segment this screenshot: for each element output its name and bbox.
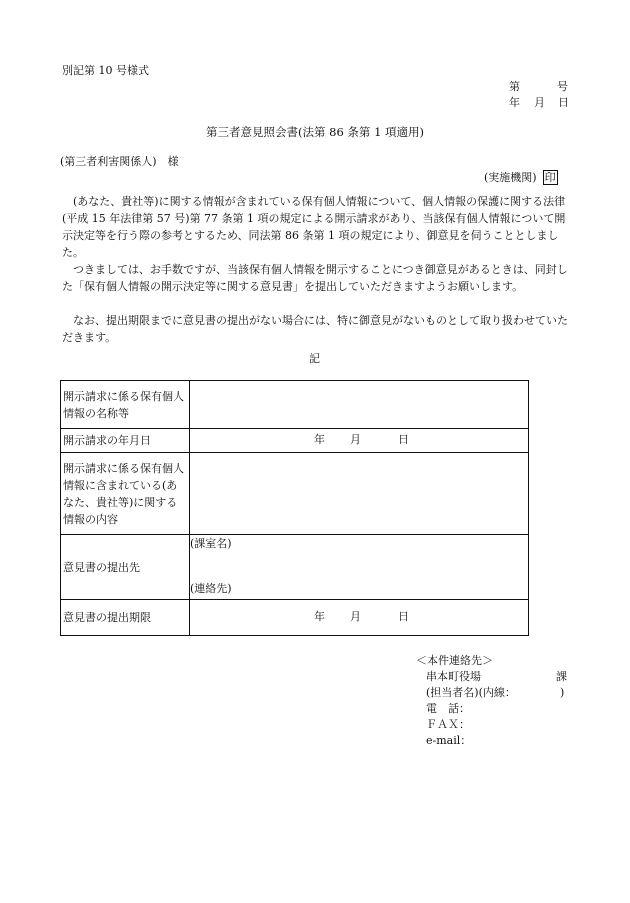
contact-person-close: ) <box>560 686 565 699</box>
table-row <box>61 429 529 453</box>
date-nen: 年 <box>314 610 325 623</box>
seal-mark: 印 <box>544 171 556 184</box>
table-value-destination <box>190 535 529 600</box>
contact-person-row <box>416 685 568 701</box>
date-tsuki: 月 <box>350 433 361 446</box>
table-row <box>61 535 529 600</box>
contact-fax-row <box>416 717 568 733</box>
date-nen: 年 <box>509 96 520 109</box>
table-label: 意見書の提出期限 <box>61 600 190 636</box>
addressee: (第三者利害関係人) 様 <box>60 155 179 168</box>
paragraph-2: つきましては、お手数ですが、当該保有個人情報を開示することにつき御意見があるときは、同封した「保有個人情報の開示決定等に関する意見書」を提出していただきますようお願いします。 <box>62 263 568 293</box>
date-hi: 日 <box>558 96 569 109</box>
contact-fax: ＦＡＸ： <box>426 718 470 731</box>
paragraph-3: なお、提出期限までに意見書の提出がない場合には、特に御意見がないものとして取り扱わせていただきます。 <box>62 314 568 344</box>
section-name-label: (課室名) <box>190 537 232 550</box>
contact-email: e-mail： <box>426 734 472 747</box>
date-tsuki: 月 <box>534 96 545 109</box>
document-title: 第三者意見照会書(法第 86 条第 1 項適用) <box>206 125 425 139</box>
paragraph-1: (あなた、貴社等)に関する情報が含まれている保有個人情報について、個人情報の保護に関する法律(平成 15 年法律第 57 号)第 77 条第 1 項の規定による開示請求があり、当該保有個人情報について開示決定等を行う際の参考とするため、同法第 86 条第 1 項の規定により、御意見を伺うこととしました。 <box>62 195 566 259</box>
contact-label: (連絡先) <box>190 582 232 595</box>
contact-ka: 課 <box>556 670 567 683</box>
sender-line <box>484 170 558 185</box>
ki-heading: 記 <box>309 352 320 365</box>
contact-person: (担当者名)(内線： <box>426 686 516 699</box>
sender-label: (実施機関) <box>484 171 537 184</box>
table-label: 開示請求に係る保有個人情報に含まれている(あなた、貴社等)に関する情報の内容 <box>61 453 190 535</box>
table-row <box>61 453 529 535</box>
table-label: 開示請求の年月日 <box>61 429 190 453</box>
contact-tel: 電 話： <box>426 702 470 715</box>
table-value <box>190 381 529 429</box>
date-tsuki: 月 <box>350 610 361 623</box>
table-row <box>61 600 529 636</box>
table-value-date <box>190 429 529 453</box>
contact-heading: ＜本件連絡先＞ <box>416 654 493 667</box>
date-hi: 日 <box>398 433 409 446</box>
date-nen: 年 <box>314 433 325 446</box>
doc-number-dai: 第 <box>509 80 520 93</box>
table-row <box>61 381 529 429</box>
table-value <box>190 453 529 535</box>
contact-office: 串本町役場 <box>426 670 481 683</box>
table-label: 意見書の提出先 <box>61 535 190 600</box>
table-value-date <box>190 600 529 636</box>
contact-office-row <box>416 669 568 685</box>
info-table <box>60 380 529 636</box>
doc-number-go: 号 <box>557 80 568 93</box>
form-number: 別記第 10 号様式 <box>62 64 149 77</box>
contact-block <box>416 653 568 749</box>
contact-tel-row <box>416 701 568 717</box>
table-label: 開示請求に係る保有個人情報の名称等 <box>61 381 190 429</box>
contact-email-row <box>416 733 568 749</box>
date-hi: 日 <box>398 610 409 623</box>
